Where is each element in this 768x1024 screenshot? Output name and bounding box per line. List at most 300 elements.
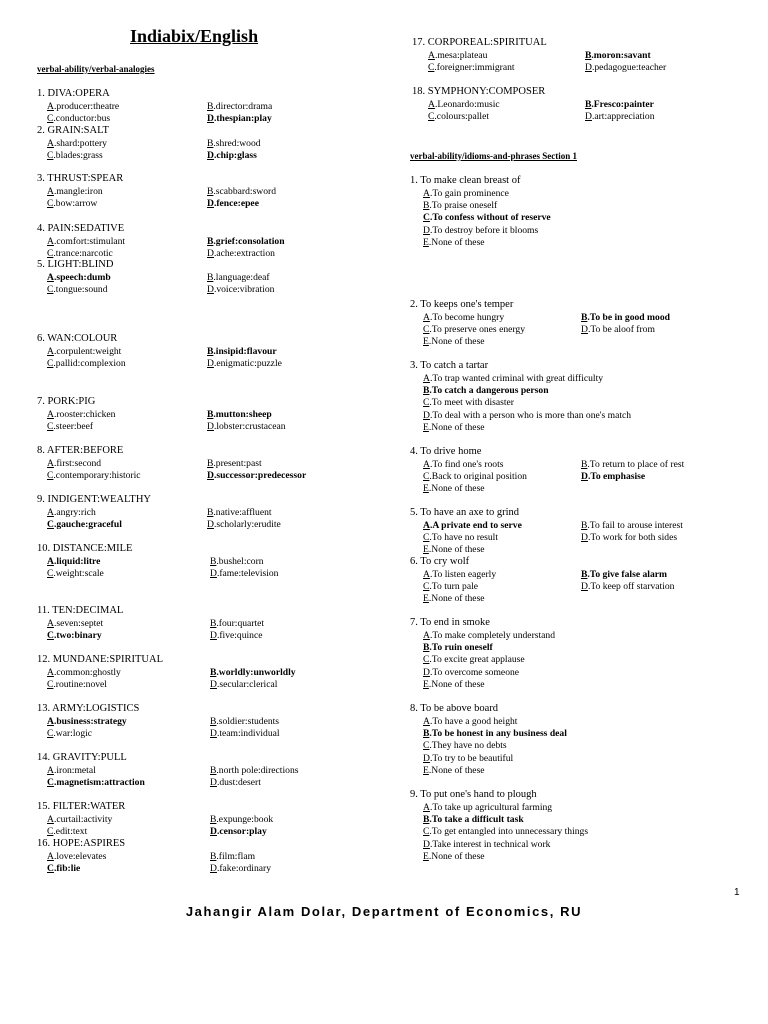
option-letter: A [423,312,430,323]
option-c [423,471,527,483]
option-text: .To be aloof from [587,324,655,336]
option-text: .comfort:stimulant [53,236,126,247]
option-text: .seven:septet [53,618,104,629]
option-text: .None of these [428,593,485,605]
option-c [47,568,104,580]
option-text: .To turn pale [429,581,479,593]
option-letter: B [423,814,430,826]
option-c [47,284,108,296]
option-letter: E [423,236,429,248]
question-heading: 13. ARMY:LOGISTICS [37,703,140,714]
option-letter: C [428,111,435,122]
option-letter: E [423,678,429,690]
option-b [207,458,262,470]
option-text: .To emphasise [587,471,646,483]
option-text: .shard:pottery [53,138,107,149]
option-e [423,679,485,691]
option-text: .edit:text [53,826,88,837]
option-letter: A [47,851,54,862]
option-letter: C [47,777,54,788]
option-text: .common:ghostly [53,667,121,678]
option-letter: C [428,62,435,73]
option-text: .mutton:sheep [213,409,272,420]
option-text: .bow:arrow [53,198,98,209]
option-text: .To confess without of reserve [429,212,551,224]
option-text: .None of these [428,483,485,495]
option-c [47,113,110,125]
option-letter: D [207,470,214,481]
option-d [423,410,631,422]
option-text: .To meet with disaster [429,397,514,409]
question-heading: 15. FILTER:WATER [37,801,126,812]
option-text: .enigmatic:puzzle [213,358,282,369]
option-letter: B [210,765,217,776]
option-letter: C [423,212,430,224]
option-letter: D [423,752,430,764]
option-letter: C [423,654,430,666]
option-c [428,111,489,123]
option-letter: B [207,186,214,197]
option-text: .To have no result [429,532,499,544]
question-heading: 6. WAN:COLOUR [37,333,118,344]
option-d [581,471,645,483]
option-c [47,150,103,162]
option-text: .Back to original position [429,471,527,483]
option-text: .To gain prominence [429,188,509,199]
option-e [423,851,485,863]
option-letter: D [207,519,214,530]
option-text: .To become hungry [429,312,505,323]
question-heading: 4. PAIN:SEDATIVE [37,223,125,234]
option-c [423,212,551,224]
option-text: .pallid:complexion [53,358,126,369]
option-letter: C [47,826,54,837]
option-text: .censor:play [216,826,267,837]
option-letter: A [47,667,54,678]
option-letter: C [47,568,54,579]
option-text: .present:past [213,458,262,469]
option-letter: A [423,630,430,641]
option-letter: B [207,346,214,357]
option-text: .None of these [428,764,485,776]
option-letter: A [47,272,54,283]
option-b [210,814,273,826]
option-letter: B [581,459,588,470]
option-b [581,520,683,532]
option-letter: D [207,421,214,432]
option-b [423,642,493,654]
question-heading: 3. THRUST:SPEAR [37,173,124,184]
option-text: .steer:beef [53,421,94,432]
option-c [423,581,478,593]
option-letter: C [47,728,54,739]
option-text: .Take interest in technical work [429,838,551,850]
option-a [47,409,115,421]
option-letter: B [207,272,214,283]
option-a [47,814,112,826]
question-heading: 9. To put one's hand to plough [410,789,537,800]
option-a [428,99,500,111]
option-letter: E [423,850,429,862]
option-letter: A [47,409,54,420]
option-letter: C [423,740,430,752]
option-c [423,397,514,409]
question-heading: 8. AFTER:BEFORE [37,445,124,456]
option-a [47,346,121,358]
question-heading: 4. To drive home [410,446,482,457]
option-e [423,237,485,249]
option-a [423,630,555,642]
option-d [210,728,280,740]
option-text: .ache:extraction [213,248,275,259]
option-letter: B [423,728,430,740]
option-c [47,421,93,433]
option-letter: E [423,764,429,776]
question-heading: 5. LIGHT:BLIND [37,259,114,270]
option-d [207,248,275,260]
option-d [581,532,677,544]
option-text: .art:appreciation [591,111,655,122]
option-text: .fake:ordinary [216,863,272,874]
option-text: .To overcome someone [429,666,520,678]
option-d [207,113,272,125]
question-heading: 1. DIVA:OPERA [37,88,110,99]
option-text: .None of these [428,421,485,433]
option-a [423,716,517,728]
option-a [47,716,127,728]
option-letter: C [47,150,54,161]
option-d [423,839,550,851]
option-letter: D [423,409,430,421]
option-text: .fib:lie [53,863,81,874]
option-c [47,826,87,838]
option-a [423,520,522,532]
option-letter: A [423,716,430,727]
option-b [210,851,255,863]
option-text: .language:deaf [213,272,270,283]
option-letter: B [581,520,588,531]
option-letter: B [207,458,214,469]
option-text: .two:binary [53,630,102,641]
option-d [210,863,271,875]
option-letter: B [210,556,217,567]
option-d [423,753,513,765]
option-c [47,863,80,875]
question-heading: 7. To end in smoke [410,617,490,628]
option-text: .foreigner:immigrant [434,62,515,73]
option-letter: C [423,324,430,336]
option-text: .To preserve ones energy [429,324,525,336]
option-letter: A [423,802,430,813]
option-c [47,630,102,642]
page-number: 1 [734,887,740,898]
option-text: .rooster:chicken [53,409,116,420]
option-text: .dust:desert [216,777,261,788]
question-heading: 8. To be above board [410,703,499,714]
option-text: .To try to be beautiful [429,752,514,764]
option-letter: A [47,346,54,357]
option-letter: A [47,138,54,149]
option-text: .To return to place of rest [587,459,685,470]
option-text: .conductor:bus [53,113,111,124]
option-b [207,272,270,284]
page-title: Indiabix/English [130,26,259,46]
question-heading: 18. SYMPHONY:COMPOSER [412,86,546,97]
option-letter: D [210,568,217,579]
option-letter: A [47,765,54,776]
question-heading: 16. HOPE:ASPIRES [37,838,126,849]
option-text: .colours:pallet [434,111,490,122]
option-d [585,111,655,123]
option-b [423,728,567,740]
option-letter: D [423,838,430,850]
option-text: .insipid:flavour [213,346,277,357]
option-letter: D [423,666,430,678]
option-text: .To take up agricultural farming [429,802,553,813]
option-letter: E [423,544,429,556]
option-text: .Fresco:painter [591,99,654,110]
option-c [423,826,588,838]
option-letter: B [585,50,592,61]
option-letter: B [581,312,588,323]
option-letter: A [47,716,54,727]
option-a [47,458,101,470]
question-heading: 10. DISTANCE:MILE [37,543,133,554]
option-text: .To work for both sides [587,532,678,544]
option-text: .curtail:activity [53,814,113,825]
option-a [423,802,552,814]
option-letter: D [581,324,588,336]
option-d [210,679,277,691]
option-a [47,765,96,777]
option-letter: C [423,581,430,593]
option-text: .To ruin oneself [429,642,493,654]
option-b [210,716,279,728]
option-letter: B [581,569,588,580]
option-letter: D [210,863,217,874]
option-b [581,459,684,471]
footer-author: Jahangir Alam Dolar, Department of Economics, RU [185,904,583,919]
option-text: .voice:vibration [213,284,275,295]
option-text: .magnetism:attraction [53,777,145,788]
option-text: .lobster:crustacean [213,421,286,432]
option-letter: C [423,397,430,409]
option-text: .secular:clerical [216,679,278,690]
option-a [423,312,504,324]
option-text: .They have no debts [429,740,507,752]
option-letter: A [423,188,430,199]
option-letter: D [585,62,592,73]
option-text: .Leonardo:music [434,99,500,110]
option-d [207,421,286,433]
option-a [47,507,96,519]
option-letter: B [210,667,217,678]
option-b [210,765,298,777]
option-d [210,826,267,838]
option-c [423,740,507,752]
option-text: .trance:narcotic [53,248,113,259]
option-letter: D [210,679,217,690]
question-heading: 17. CORPOREAL:SPIRITUAL [412,37,547,48]
option-letter: D [581,581,588,593]
option-text: .bushel:corn [216,556,264,567]
option-letter: D [210,728,217,739]
option-text: .native:affluent [213,507,272,518]
option-d [581,324,655,336]
option-b [207,138,261,150]
option-d [581,581,674,593]
question-heading: 3. To catch a tartar [410,360,489,371]
option-letter: D [207,113,214,124]
option-letter: A [47,458,54,469]
option-letter: D [207,284,214,295]
question-heading: 11. TEN:DECIMAL [37,605,124,616]
option-text: .film:flam [216,851,256,862]
option-text: .iron:metal [53,765,96,776]
option-a [423,569,496,581]
option-text: .thespian:play [213,113,272,124]
option-b [581,569,667,581]
option-letter: E [423,336,429,348]
option-a [47,236,125,248]
option-letter: C [47,470,54,481]
option-letter: B [207,138,214,149]
option-a [423,459,503,471]
option-a [47,556,100,568]
option-text: .weight:scale [53,568,104,579]
option-letter: C [47,519,54,530]
option-e [423,593,485,605]
option-b [423,814,524,826]
option-b [207,101,272,113]
option-text: .None of these [428,236,485,248]
option-text: .None of these [428,544,485,556]
option-b [207,346,277,358]
option-text: .shred:wood [213,138,261,149]
option-e [423,336,485,348]
option-text: .gauche:graceful [53,519,122,530]
question-heading: 7. PORK:PIG [37,396,96,407]
option-b [210,556,264,568]
option-text: .liquid:litre [53,556,101,567]
option-letter: D [210,826,217,837]
option-text: .first:second [53,458,102,469]
option-letter: C [423,826,430,838]
option-letter: C [47,198,54,209]
option-b [207,236,285,248]
option-text: .None of these [428,678,485,690]
option-c [47,519,122,531]
option-text: .mangle:iron [53,186,103,197]
option-a [47,851,106,863]
option-letter: A [423,459,430,470]
option-text: .fame:television [216,568,279,579]
option-text: .To praise oneself [429,200,498,212]
option-letter: E [423,483,429,495]
option-letter: B [210,618,217,629]
option-text: .soldier:students [216,716,280,727]
option-letter: B [210,814,217,825]
option-text: .None of these [428,336,485,348]
option-a [47,272,111,284]
option-b [585,99,654,111]
option-text: .To have a good height [429,716,518,727]
option-text: .To deal with a person who is more than one's match [429,409,632,421]
option-d [423,667,519,679]
option-d [423,225,538,237]
option-letter: D [207,198,214,209]
option-text: .angry:rich [53,507,96,518]
option-text: .To find one's roots [429,459,504,470]
option-letter: D [585,111,592,122]
option-letter: C [47,358,54,369]
option-d [207,358,282,370]
option-letter: B [423,385,430,397]
option-text: .To take a difficult task [429,814,524,826]
option-a [47,667,121,679]
section-heading-analogies: verbal-ability/verbal-analogies [37,64,155,74]
option-text: .successor:predecessor [213,470,307,481]
option-letter: C [423,532,430,544]
question-heading: 9. INDIGENT:WEALTHY [37,494,151,505]
option-e [423,483,485,495]
option-text: .To fail to arouse interest [587,520,683,531]
option-letter: C [47,284,54,295]
option-c [47,470,141,482]
option-letter: A [47,556,54,567]
option-letter: A [47,507,54,518]
option-letter: A [47,814,54,825]
question-heading: 2. GRAIN:SALT [37,125,109,136]
option-b [581,312,670,324]
option-text: .chip:glass [213,150,257,161]
option-text: .worldly:unworldly [216,667,296,678]
option-letter: B [207,409,214,420]
option-text: .None of these [428,850,485,862]
option-letter: B [585,99,592,110]
option-letter: C [47,863,54,874]
option-d [207,198,259,210]
option-letter: C [47,421,54,432]
option-c [47,777,145,789]
option-e [423,544,485,556]
option-text: .contemporary:historic [53,470,141,481]
option-text: .tongue:sound [53,284,108,295]
option-letter: A [423,569,430,580]
option-a [47,186,103,198]
option-d [210,777,261,789]
option-text: .To destroy before it blooms [429,224,539,236]
option-letter: D [207,150,214,161]
option-text: .war:logic [53,728,93,739]
option-text: .blades:grass [53,150,103,161]
option-text: .A private end to serve [429,520,522,531]
option-letter: A [423,373,430,384]
option-d [210,630,263,642]
option-b [423,200,497,212]
option-text: .grief:consolation [213,236,285,247]
option-letter: D [581,471,588,483]
option-text: .routine:novel [53,679,107,690]
option-text: .To get entangled into unnecessary things [429,826,589,838]
question-heading: 6. To cry wolf [410,556,470,567]
option-letter: A [428,99,435,110]
option-b [210,667,296,679]
option-letter: E [423,421,429,433]
option-text: .mesa:plateau [434,50,488,61]
option-letter: D [210,630,217,641]
option-text: .five:quince [216,630,263,641]
